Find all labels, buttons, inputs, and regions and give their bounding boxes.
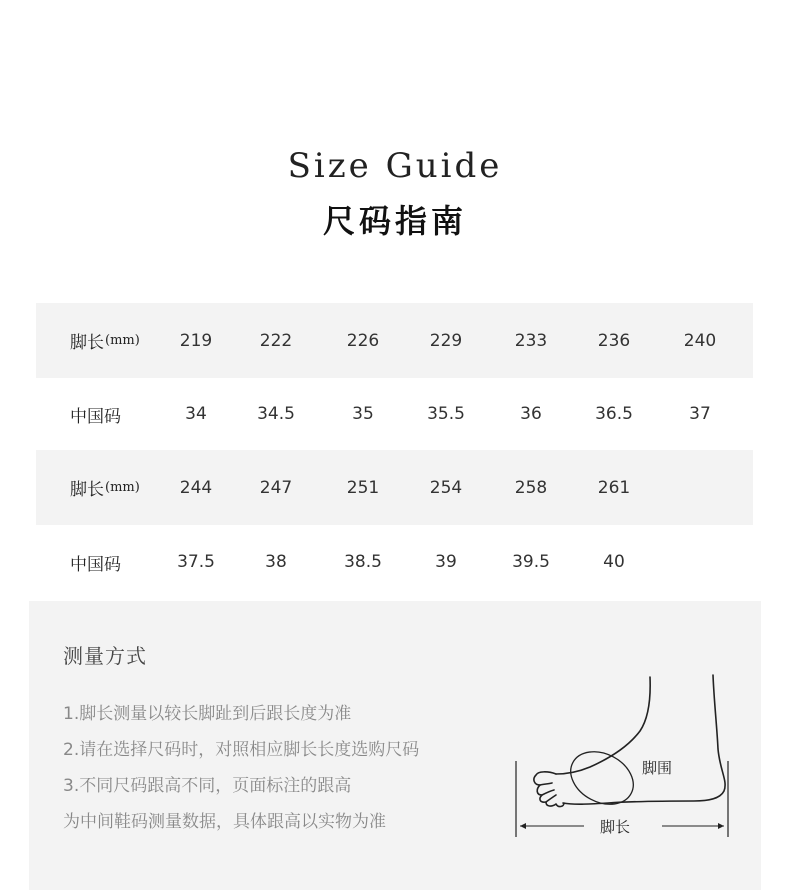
girth-label: 脚围 — [642, 759, 673, 777]
table-cell: 38 — [265, 552, 287, 572]
table-cell: 219 — [179, 330, 213, 351]
row-label — [70, 450, 140, 525]
measurement-instruction-3: 3.不同尺码跟高不同，页面标注的跟高 — [63, 776, 352, 796]
table-cell: 247 — [259, 477, 293, 498]
measurement-title: 测量方式 — [63, 644, 147, 668]
table-cell: 34.5 — [257, 404, 295, 424]
measurement-section — [29, 601, 761, 890]
arrowhead-right-icon — [718, 823, 724, 829]
table-cell: 39.5 — [512, 552, 550, 572]
row-label-text: 脚长 — [70, 480, 104, 500]
foot-measurement-diagram — [508, 671, 748, 841]
table-cell: 226 — [346, 330, 380, 351]
measurement-instruction-4: 为中间鞋码测量数据，具体跟高以实物为准 — [63, 812, 386, 832]
table-cell: 36 — [520, 404, 542, 424]
row-label — [70, 303, 140, 378]
table-cell: 222 — [259, 330, 293, 351]
table-cell: 35.5 — [427, 404, 465, 424]
table-cell: 258 — [514, 477, 548, 498]
page-title-cn: 尺码指南 — [322, 202, 467, 240]
table-cell: 251 — [346, 477, 380, 498]
table-cell: 39 — [435, 552, 457, 572]
table-cell: 36.5 — [595, 404, 633, 424]
table-cell: 236 — [597, 330, 631, 351]
page-title-en: Size Guide — [287, 146, 503, 186]
row-label — [70, 525, 121, 599]
measurement-instruction-1: 1.脚长测量以较长脚趾到后跟长度为准 — [63, 704, 352, 724]
table-cell: 38.5 — [344, 552, 382, 572]
table-cell: 229 — [429, 330, 463, 351]
table-row-cn-size-2 — [36, 525, 753, 599]
table-cell: 233 — [514, 330, 548, 351]
row-label-unit: (mm) — [105, 333, 140, 348]
row-label-text: 中国码 — [70, 554, 121, 575]
table-cell: 37.5 — [177, 552, 215, 572]
arrowhead-left-icon — [520, 823, 526, 829]
table-row-foot-length-1 — [36, 303, 753, 378]
row-label — [70, 378, 121, 450]
table-row-cn-size-1 — [36, 378, 753, 450]
row-label-text: 脚长 — [70, 333, 104, 353]
table-cell: 35 — [352, 404, 374, 424]
table-cell: 244 — [179, 477, 213, 498]
foot-outline-icon — [534, 675, 725, 807]
table-cell: 40 — [603, 552, 625, 572]
table-cell: 37 — [689, 404, 711, 424]
table-cell: 34 — [185, 404, 207, 424]
table-cell: 254 — [429, 477, 463, 498]
measurement-instruction-2: 2.请在选择尺码时，对照相应脚长长度选购尺码 — [63, 740, 420, 760]
length-label: 脚长 — [600, 818, 631, 836]
row-label-unit: (mm) — [105, 480, 140, 495]
size-table — [36, 303, 753, 599]
table-cell: 261 — [597, 477, 631, 498]
table-cell: 240 — [683, 330, 717, 351]
row-label-text: 中国码 — [70, 406, 121, 427]
table-row-foot-length-2 — [36, 450, 753, 525]
